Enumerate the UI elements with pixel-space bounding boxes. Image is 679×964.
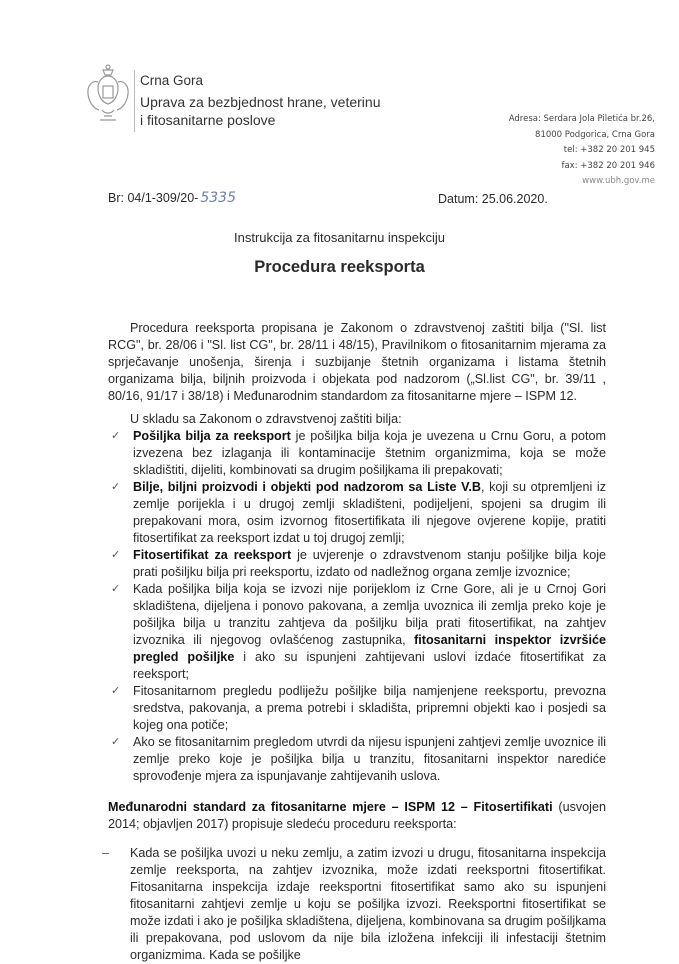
phone: tel: +382 20 201 945 (563, 145, 655, 155)
ispm-section-intro (108, 799, 606, 833)
reference-number (108, 190, 236, 206)
fax: fax: +382 20 201 946 (561, 160, 655, 171)
section-heading: Međunarodni standard za fitosanitarne mjere – ISPM 12 – Fitosertifikati (108, 800, 553, 814)
list-item (108, 547, 606, 581)
address-line: Adresa: Serdara Jola Piletića br.26, (508, 114, 655, 124)
coat-of-arms-logo (86, 62, 130, 126)
document-date: Datum: 25.06.2020. (438, 192, 548, 206)
list-item (108, 479, 606, 547)
country-name: Crna Gora (140, 73, 204, 88)
item-text: Ako se fitosanitarnim pregledom utvrdi da nijesu ispunjeni zahtjevi zemlje uvoznice ili zemlje preko koje je pošiljka bilja u tranzitu, fitosanitarni inspektor narediće sprovođenje mjera za ispunjavanje zahtijevanih uslova. (133, 735, 606, 783)
section-text: (usvojen 2014; objavljen 2017) propisuje sledeću proceduru reeksporta: (108, 800, 606, 831)
procedure-paragraph: Kada se pošiljka uvozi u neku zemlju, a zatim izvozi u drugu, fitosanitarna inspekcija zemlje reeksporta, na zahtjev izvoznika, može izdati reeksportni fitosertifikat. Fitosanitarna inspekcija izdaje reeksportni fitosertifikat samo ako su ispunjeni fitosanitarni zahtjevi zemlje u koju se pošiljka izvozi. Reeksportni fitosertifikat se može izdati i ako je pošiljka skladištena, dijeljena, kombinovana sa drugim pošiljkama ili prepakovana, pod uslovom da nije bila izložena infekciji ili infestaciji štetnim organizmima. Kada se pošiljke (130, 846, 607, 962)
check-icon: ✓ (111, 736, 121, 748)
header-divider (134, 70, 135, 132)
list-item (108, 683, 606, 734)
definitions-list (108, 428, 606, 785)
item-text: i ako su ispunjeni zahtijevani uslovi izdaće fitosertifikat za reeksport; (133, 650, 606, 681)
bold-term: Fitosertifikat za reeksport (133, 548, 292, 562)
item-text: Fitosanitarnom pregledu podliježu pošiljke bilja namjenjene reeksportu, prevozna sredstva, pakovanja, a prema potrebi i skladišta, pripremni objekti kao i posjedi sa kojeg ona potiče; (133, 684, 606, 732)
intro-paragraph: Procedura reeksporta propisana je Zakonom o zdravstvenoj zaštiti bilja ("Sl. list RCG", br. 28/06 i "Sl. list CG", br. 28/11 i 48/15), Pravilnikom o fitosanitarnim mjerama za sprječavanje unošenja, širenja i suzbijanje štetnih organizama i listama štetnih organizama bilja, biljnih proizvoda i objekata pod nadzorom („Sl.list CG", br. 39/11 , 80/16, 91/17 i 38/18) i Međunarodnim standardom za fitosanitarne mjere – ISPM 12. (108, 321, 606, 403)
check-icon: ✓ (111, 549, 121, 561)
document-title: Procedura reeksporta (254, 258, 425, 276)
list-item (108, 734, 606, 785)
document-body (102, 320, 607, 964)
list-item (108, 581, 606, 683)
list-lead: U skladu sa Zakonom o zdravstvenoj zaštiti bilja: (130, 412, 402, 426)
reference-label: Br: 04/1-309/20- (108, 191, 199, 205)
procedure-block (102, 845, 607, 964)
bold-term: Pošiljka bilja za reeksport (133, 429, 291, 443)
address-city: 81000 Podgorica, Crna Gora (535, 129, 655, 140)
check-icon: ✓ (111, 583, 121, 595)
check-icon: ✓ (111, 481, 121, 493)
item-text: je pošiljka bilja koja je uvezena u Crnu Goru, a potom izvezena bez izlaganja ili kontaminacije štetnim organizmima, koja se može skladištiti, dijeliti, kombinovati sa drugim pošiljkama ili prepakovati; (133, 429, 607, 477)
address-block (509, 112, 655, 190)
dash-bullet-icon: – (102, 846, 110, 860)
bold-term: Bilje, biljni proizvodi i objekti pod nadzorom sa Liste V.B (133, 480, 481, 494)
document-subtitle: Instrukcija za fitosanitarnu inspekciju (234, 230, 445, 245)
check-icon: ✓ (111, 430, 121, 442)
agency-name-line2: i fitosanitarne poslove (140, 112, 276, 128)
agency-name-line1: Uprava za bezbjednost hrane, veterinu (140, 94, 381, 110)
item-text: Kada pošiljka bilja koja se izvozi nije porijeklom iz Crne Gore, ali je u Crnoj Gori skladištena, dijeljena i ponovo pakovana, a zemlja uvoznica ili zemlja preko koje je pošiljka bilja u tranzitu zahtjeva da pošiljku bilja prati fitosertifikat, na zahtjev izvoznika ili njegovog ovlašćenog zastupnika, (133, 582, 606, 647)
bold-term: fitosanitarni inspektor izvršiće pregled pošiljke (133, 633, 606, 664)
list-item (108, 428, 606, 479)
website-link[interactable]: www.ubh.gov.me (582, 176, 655, 186)
check-icon: ✓ (111, 685, 121, 697)
item-text: je uvjerenje o zdravstvenom stanju pošiljke bilja koje prati pošiljku bilja pri reeksportu, izdato od nadležnog organa zemlje izvoznice; (133, 548, 606, 579)
handwritten-number: 5335 (200, 190, 236, 206)
item-text: , koji su otpremljeni iz zemlje porijekla i u drugoj zemlji skladišteni, podijeljeni, spojeni sa drugim ili prepakovani mora, osim izvornog fitosertifikata ili njegove ovjerene kopije, pratiti fitosertifikat za reeksport izdat u toj drugoj zemlji; (133, 480, 606, 545)
